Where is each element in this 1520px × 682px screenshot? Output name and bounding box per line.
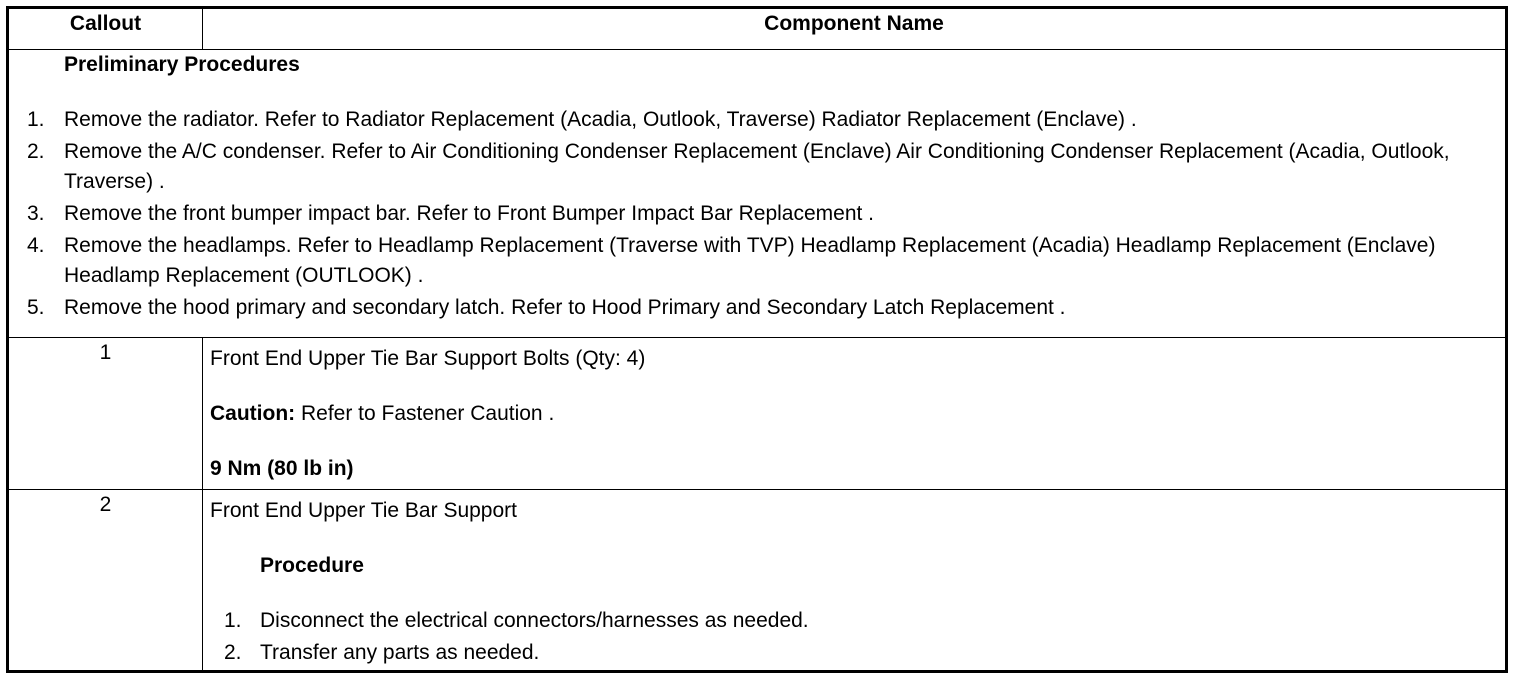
header-component-name: Component Name <box>203 8 1507 50</box>
step-text: Remove the headlamps. Refer to Headlamp Replacement (Traverse with TVP) Headlamp Replacement (Acadia) Headlamp Replacement (Enclave) Headlamp Replacement (OUTLOOK) . <box>64 234 1436 287</box>
table-row <box>8 338 1507 490</box>
step-text: Remove the radiator. Refer to Radiator Replacement (Acadia, Outlook, Traverse) Radiator Replacement (Enclave) . <box>64 108 1137 131</box>
preliminary-step <box>9 199 1505 229</box>
table-row <box>8 490 1507 672</box>
torque-spec: 9 Nm (80 lb in) <box>210 457 354 480</box>
callout-cell: 2 <box>8 490 203 672</box>
step-number: 5. <box>27 296 45 319</box>
component-name: Front End Upper Tie Bar Support <box>210 499 517 522</box>
preliminary-step <box>9 293 1505 323</box>
component-name: Front End Upper Tie Bar Support Bolts (Qty: 4) <box>210 347 646 370</box>
procedure-title: Procedure <box>260 554 364 577</box>
preliminary-cell <box>8 50 1507 338</box>
procedure-step <box>210 638 1505 670</box>
step-text: Remove the hood primary and secondary latch. Refer to Hood Primary and Secondary Latch Replacement . <box>64 296 1066 319</box>
component-cell <box>203 490 1507 672</box>
step-number: 1. <box>224 609 242 632</box>
caution-label: Caution: <box>210 402 296 425</box>
preliminary-steps <box>9 105 1505 323</box>
step-number: 2. <box>224 641 242 664</box>
preliminary-step <box>9 231 1505 291</box>
callout-cell: 1 <box>8 338 203 490</box>
preliminary-row <box>8 50 1507 338</box>
step-number: 4. <box>27 234 45 257</box>
step-number: 2. <box>27 140 45 163</box>
preliminary-step <box>9 137 1505 197</box>
step-text: Transfer any parts as needed. <box>260 641 540 664</box>
step-text: Remove the front bumper impact bar. Refer to Front Bumper Impact Bar Replacement . <box>64 202 875 225</box>
preliminary-step <box>9 105 1505 135</box>
preliminary-title: Preliminary Procedures <box>64 53 300 76</box>
step-text: Remove the A/C condenser. Refer to Air Conditioning Condenser Replacement (Enclave) Air Conditioning Condenser Replacement (Acadia, Outlook, Traverse) . <box>64 140 1450 193</box>
procedure-step <box>210 606 1505 638</box>
caution-note <box>210 399 1505 429</box>
component-cell <box>203 338 1507 490</box>
step-text: Disconnect the electrical connectors/harnesses as needed. <box>260 609 809 632</box>
caution-text: Refer to Fastener Caution . <box>295 402 555 425</box>
procedure-steps <box>210 606 1505 670</box>
step-number: 1. <box>27 108 45 131</box>
component-table <box>6 6 1508 673</box>
header-callout: Callout <box>8 8 203 50</box>
table-header-row <box>8 8 1507 50</box>
step-number: 3. <box>27 202 45 225</box>
